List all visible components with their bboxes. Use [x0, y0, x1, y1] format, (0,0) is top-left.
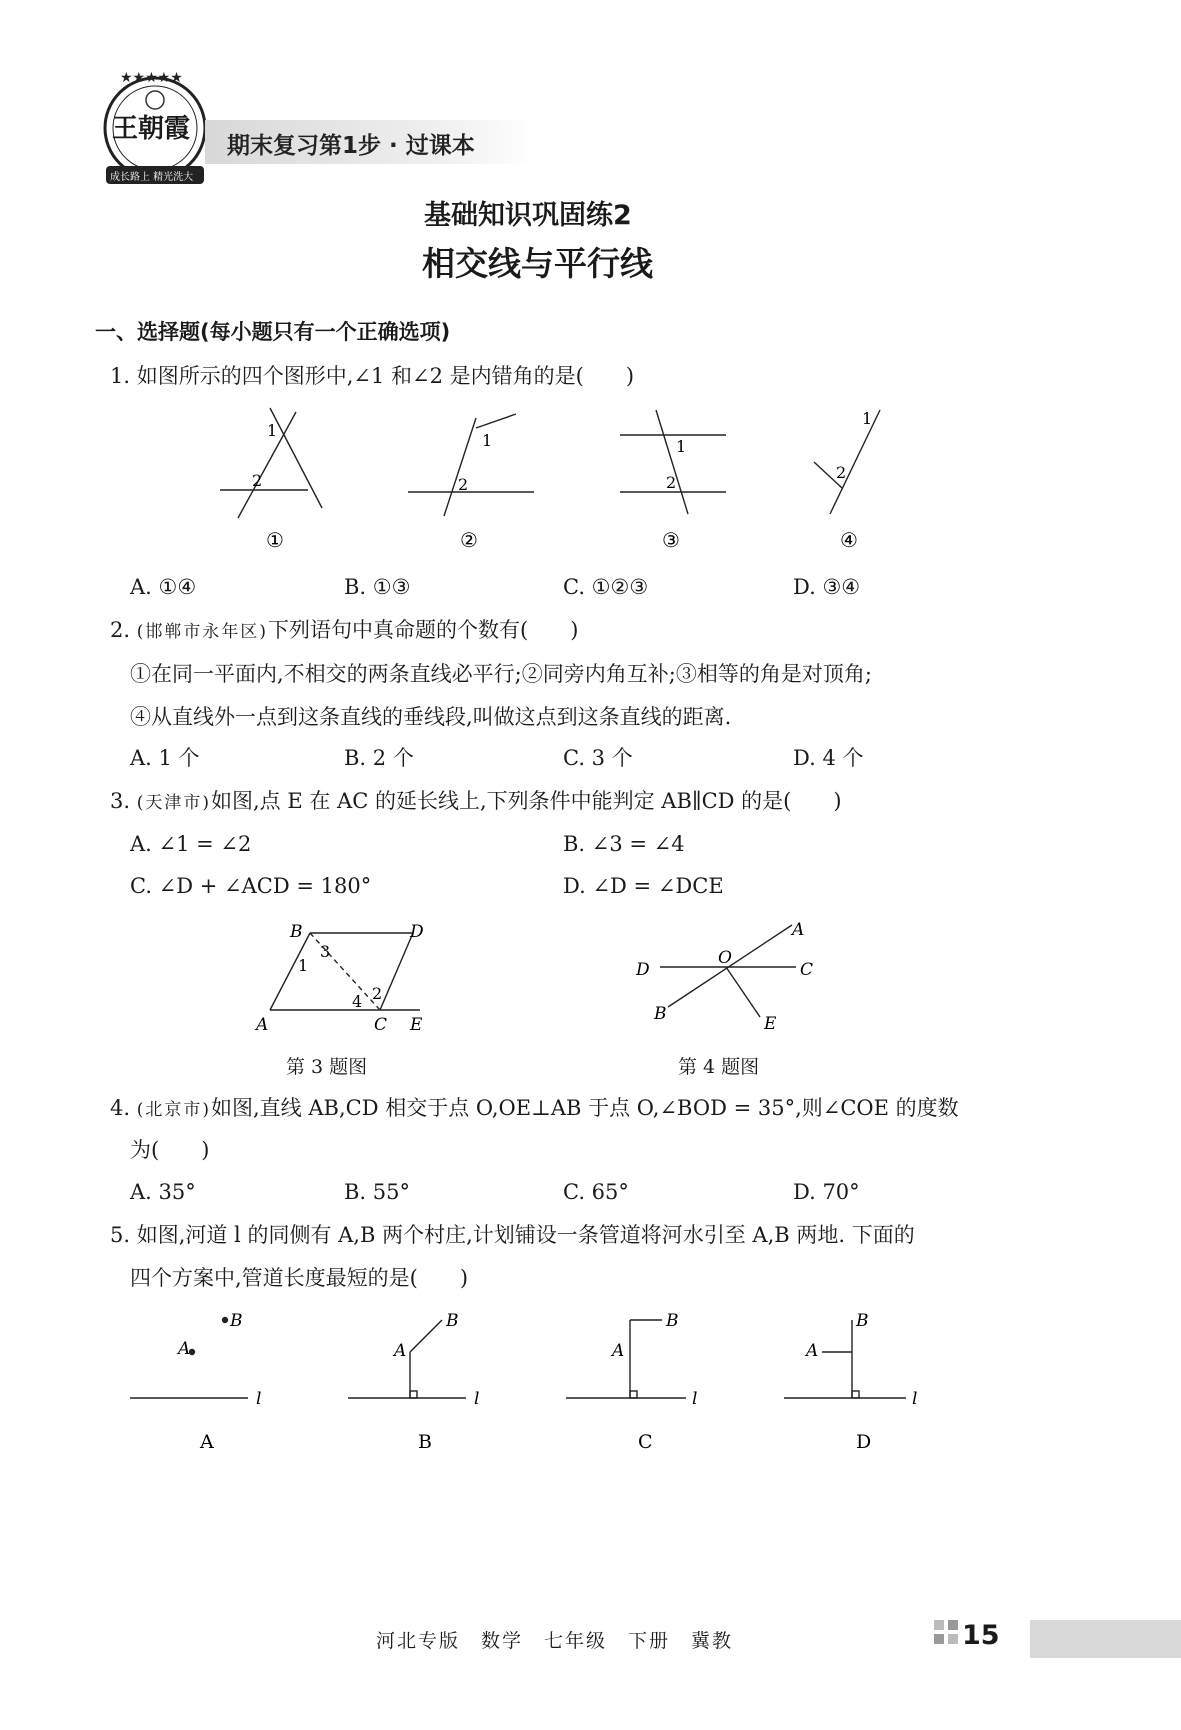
q3-point-c: C — [374, 1015, 388, 1035]
page-number: 15 — [962, 1620, 1000, 1651]
svg-text:★★★★★: ★★★★★ — [120, 70, 183, 86]
q1-fig-label-2: ② — [460, 528, 478, 552]
q3-option-b[interactable]: B. ∠3 = ∠4 — [563, 832, 685, 856]
q5-fig-d — [784, 1320, 906, 1398]
q5-stem2: 四个方案中,管道长度最短的是( ) — [130, 1266, 469, 1290]
q1-figures — [200, 400, 920, 560]
q3-stem-line — [110, 787, 842, 817]
q4-source: (北京市) — [136, 1100, 211, 1120]
q3-angle-4: 4 — [352, 992, 363, 1011]
q1-option-c[interactable]: C. ①②③ — [563, 575, 649, 599]
q1-fig-label-3: ③ — [662, 528, 680, 552]
q5-label-a: A — [200, 1431, 214, 1453]
q1-option-a[interactable]: A. ①④ — [130, 575, 197, 599]
q1-fig4-angle2: 2 — [836, 463, 847, 482]
q1-fig3-angle1: 1 — [676, 437, 687, 456]
page-title: 相交线与平行线 — [422, 244, 653, 283]
q1-fig2-angle2: 2 — [458, 475, 469, 494]
q3-point-e: E — [410, 1015, 423, 1035]
q2-stem-line — [110, 616, 578, 646]
page-number-bar — [1030, 1620, 1181, 1658]
q1-fig3 — [620, 410, 726, 514]
q1-fig-label-4: ④ — [840, 528, 858, 552]
q1-option-d[interactable]: D. ③④ — [793, 575, 861, 599]
q5-fig-a-point-b: B — [230, 1311, 243, 1331]
q2-num: 2. — [110, 618, 131, 642]
q5-fig-c-point-a: A — [612, 1341, 625, 1361]
q4-point-b: B — [654, 1004, 667, 1024]
q2-source: (邯郸市永年区) — [136, 622, 268, 642]
page-subtitle: 基础知识巩固练2 — [424, 200, 632, 231]
q4-option-d[interactable]: D. 70° — [793, 1180, 860, 1204]
q3-figure — [250, 915, 450, 1040]
q3-angle-2: 2 — [372, 984, 383, 1003]
q4-stem: 如图,直线 AB,CD 相交于点 O,OE⊥AB 于点 O,∠BOD = 35°,则∠COE 的度数 — [211, 1096, 959, 1120]
logo-slogan: 成长路上 精光洗大 — [110, 172, 194, 183]
q1-fig3-angle2: 2 — [666, 473, 677, 492]
q4-stem-line — [110, 1094, 959, 1124]
q4-point-e: E — [764, 1014, 777, 1034]
q5-fig-b — [348, 1320, 466, 1398]
footer-text: 河北专版 数学 七年级 下册 冀教 — [376, 1630, 734, 1652]
q5-fig-a-line-l: l — [256, 1389, 262, 1409]
q5-fig-d-point-b: B — [856, 1311, 869, 1331]
q5-fig-d-point-a: A — [806, 1341, 819, 1361]
q5-figures — [120, 1300, 940, 1460]
q5-fig-b-point-a: A — [394, 1341, 407, 1361]
q4-point-o: O — [718, 948, 732, 968]
q1-fig2 — [408, 414, 534, 516]
q3-stem: 如图,点 E 在 AC 的延长线上,下列条件中能判定 AB∥CD 的是( ) — [211, 789, 842, 813]
q3-option-a[interactable]: A. ∠1 = ∠2 — [130, 832, 252, 856]
q4-figure — [630, 915, 830, 1040]
q5-label-d: D — [856, 1431, 872, 1453]
q4-point-a: A — [792, 920, 805, 940]
q5-fig-b-point-b: B — [446, 1311, 459, 1331]
q5-label-c: C — [638, 1431, 653, 1453]
q3-angle-1: 1 — [298, 956, 309, 975]
q2-line3: ④从直线外一点到这条直线的垂线段,叫做这点到这条直线的距离. — [130, 705, 732, 729]
section-heading: 一、选择题(每小题只有一个正确选项) — [95, 320, 451, 344]
q3-option-c[interactable]: C. ∠D + ∠ACD = 180° — [130, 874, 372, 898]
q5-fig-a-point-a: A — [178, 1339, 191, 1359]
q2-stem: 下列语句中真命题的个数有( ) — [268, 618, 579, 642]
logo-text: 王朝霞 — [112, 114, 191, 144]
q5-fig-c — [566, 1320, 686, 1398]
q2-line2: ①在同一平面内,不相交的两条直线必平行;②同旁内角互补;③相等的角是对顶角; — [130, 662, 872, 686]
q2-option-b[interactable]: B. 2 个 — [344, 746, 414, 770]
q2-option-d[interactable]: D. 4 个 — [793, 746, 864, 770]
header-banner — [205, 120, 535, 164]
q4-point-c: C — [800, 960, 814, 980]
q4-point-d: D — [636, 960, 650, 980]
q1-fig1-angle1: 1 — [267, 421, 278, 440]
q5-stem: 5. 如图,河道 l 的同侧有 A,B 两个村庄,计划铺设一条管道将河水引至 A,B 两地. 下面的 — [110, 1223, 915, 1247]
q4-option-a[interactable]: A. 35° — [130, 1180, 196, 1204]
q2-option-a[interactable]: A. 1 个 — [130, 746, 200, 770]
q3-caption: 第 3 题图 — [286, 1056, 368, 1078]
q3-option-d[interactable]: D. ∠D = ∠DCE — [563, 874, 724, 898]
q3-angle-3: 3 — [320, 942, 331, 961]
q1-fig-label-1: ① — [266, 528, 284, 552]
q5-fig-c-point-b: B — [666, 1311, 679, 1331]
q5-fig-b-line-l: l — [474, 1389, 480, 1409]
q3-point-d: D — [410, 922, 424, 942]
q1-fig4-angle1: 1 — [862, 409, 873, 428]
q4-stem2: 为( ) — [130, 1138, 210, 1162]
q1-stem: 1. 如图所示的四个图形中,∠1 和∠2 是内错角的是( ) — [110, 364, 635, 388]
banner-text: 期末复习第1步 · 过课本 — [227, 133, 475, 159]
q4-num: 4. — [110, 1096, 131, 1120]
q4-option-c[interactable]: C. 65° — [563, 1180, 629, 1204]
q5-label-b: B — [418, 1431, 432, 1453]
logo — [100, 62, 210, 192]
q1-fig2-angle1: 1 — [482, 431, 493, 450]
q3-source: (天津市) — [136, 793, 211, 813]
q5-fig-c-line-l: l — [692, 1389, 698, 1409]
q3-point-b: B — [290, 922, 303, 942]
q4-option-b[interactable]: B. 55° — [344, 1180, 411, 1204]
q5-fig-d-line-l: l — [912, 1389, 918, 1409]
q4-caption: 第 4 题图 — [678, 1056, 760, 1078]
q3-num: 3. — [110, 789, 131, 813]
q3-point-a: A — [256, 1015, 269, 1035]
q1-fig1-angle2: 2 — [252, 471, 263, 490]
q1-option-b[interactable]: B. ①③ — [344, 575, 411, 599]
q2-option-c[interactable]: C. 3 个 — [563, 746, 633, 770]
